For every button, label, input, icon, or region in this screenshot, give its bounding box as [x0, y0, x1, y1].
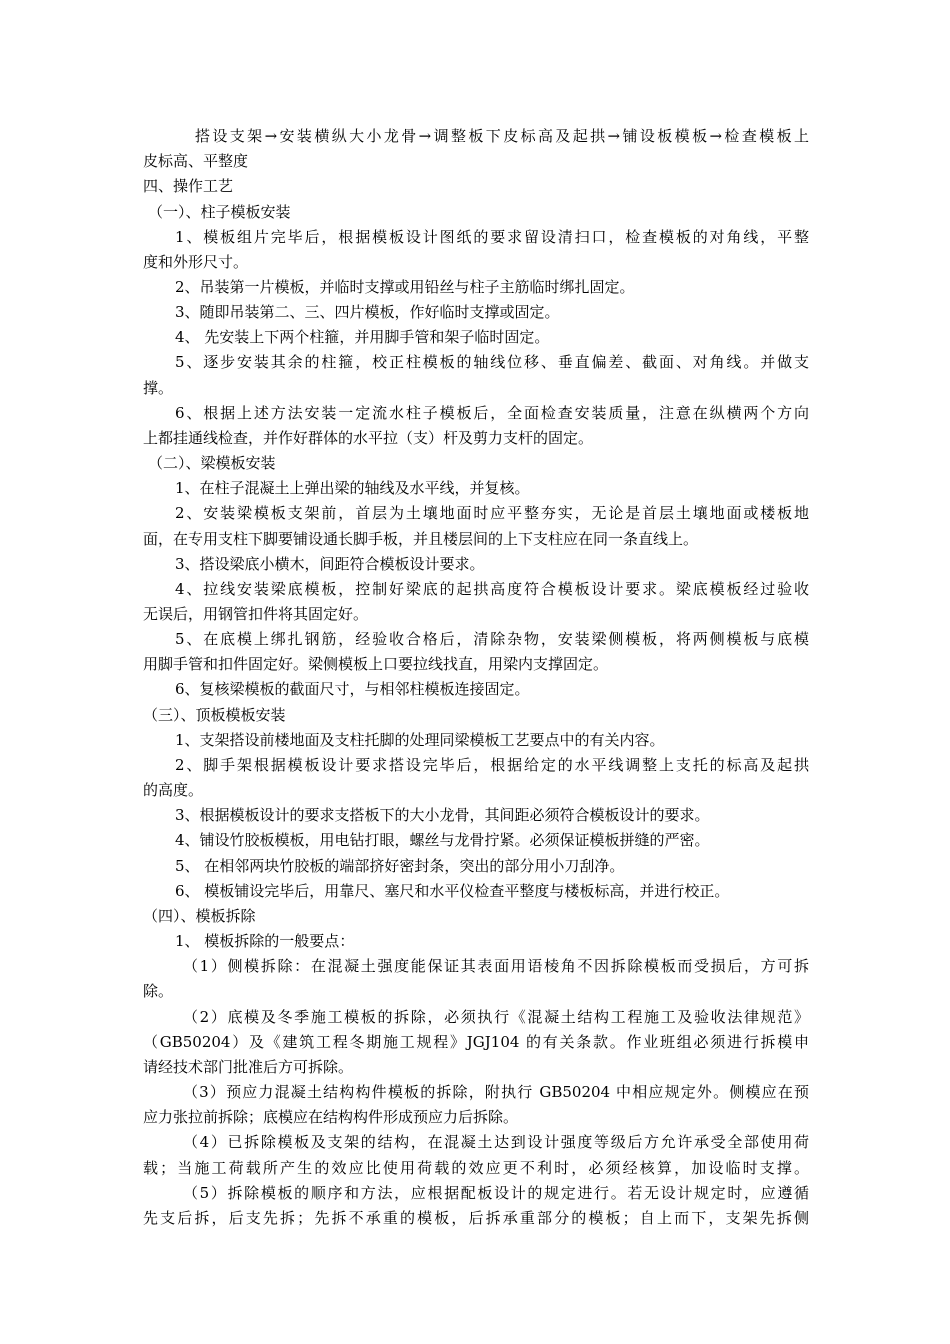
process-flow-line-1: 搭设支架→安装横纵大小龙骨→调整板下皮标高及起拱→铺设板模板→检查模板上 [195, 127, 809, 145]
subsection-heading-slab: （三）、顶板模板安装 [143, 706, 286, 724]
paragraph-line: 6、根据上述方法安装一定流水柱子模板后，全面检查安装质量，注意在纵横两个方向 [175, 404, 809, 422]
paragraph-line: 4、铺设竹胶板模板，用电钻打眼，螺丝与龙骨拧紧。必须保证模板拼缝的严密。 [175, 831, 710, 849]
paragraph-line: 4、 先安装上下两个柱箍，并用脚手管和架子临时固定。 [175, 328, 550, 346]
paragraph-line: （4）已拆除模板及支架的结构，在混凝土达到设计强度等级后方允许承受全部使用荷 [183, 1133, 809, 1151]
paragraph-line: 面，在专用支柱下脚要铺设通长脚手板，并且楼层间的上下支柱应在同一条直线上。 [143, 530, 699, 548]
paragraph-line: （5）拆除模板的顺序和方法，应根据配板设计的规定进行。若无设计规定时，应遵循 [183, 1184, 809, 1202]
paragraph-line: 5、 在相邻两块竹胶板的端部挤好密封条，突出的部分用小刀刮净。 [175, 857, 625, 875]
paragraph-line: 除。 [143, 982, 174, 1000]
paragraph-line: （3）预应力混凝土结构构件模板的拆除，附执行 GB50204 中相应规定外。侧模应在预 [183, 1083, 809, 1101]
section-heading-4: 四、操作工艺 [143, 177, 234, 195]
subsection-heading-column: （一）、柱子模板安装 [148, 203, 291, 221]
paragraph-line: 撑。 [143, 379, 174, 397]
paragraph-line: 载；当施工荷载所产生的效应比使用荷载的效应更不利时，必须经核算，加设临时支撑。 [143, 1159, 809, 1177]
paragraph-line: 2、安装梁模板支架前，首层为土壤地面时应平整夯实，无论是首层土壤地面或楼板地 [175, 504, 809, 522]
paragraph-line: 3、搭设梁底小横木，间距符合模板设计要求。 [175, 555, 485, 573]
subsection-heading-beam: （二）、梁模板安装 [148, 454, 276, 472]
process-flow-line-2: 皮标高、平整度 [143, 152, 249, 170]
paragraph-line: 先支后拆，后支先拆；先拆不承重的模板，后拆承重部分的模板；自上而下，支架先拆侧 [143, 1209, 809, 1227]
paragraph-line: 请经技术部门批准后方可拆除。 [143, 1058, 354, 1076]
paragraph-line: 度和外形尺寸。 [143, 253, 249, 271]
subsection-heading-removal: （四）、模板拆除 [143, 907, 256, 925]
paragraph-line: 用脚手管和扣件固定好。梁侧模板上口要拉线找直，用梁内支撑固定。 [143, 655, 609, 673]
paragraph-line: 2、脚手架根据模板设计要求搭设完毕后，根据给定的水平线调整上支托的标高及起拱 [175, 756, 809, 774]
paragraph-line: （2）底模及冬季施工模板的拆除，必须执行《混凝土结构工程施工及验收法律规范》 [183, 1008, 809, 1026]
paragraph-line: 3、根据模板设计的要求支搭板下的大小龙骨，其间距必须符合模板设计的要求。 [175, 806, 710, 824]
paragraph-line: 1、支架搭设前楼地面及支柱托脚的处理同梁模板工艺要点中的有关内容。 [175, 731, 665, 749]
paragraph-line: 的高度。 [143, 781, 204, 799]
paragraph-line: （1）侧模拆除：在混凝土强度能保证其表面用语棱角不因拆除模板而受损后，方可拆 [183, 957, 809, 975]
paragraph-line: 上都挂通线检查，并作好群体的水平拉（支）杆及剪力支杆的固定。 [143, 429, 594, 447]
paragraph-line: 2、吊装第一片模板，并临时支撑或用铅丝与柱子主筋临时绑扎固定。 [175, 278, 635, 296]
paragraph-line: 5、逐步安装其余的柱箍，校正柱模板的轴线位移、垂直偏差、截面、对角线。并做支 [175, 353, 809, 371]
paragraph-line: 应力张拉前拆除；底模应在结构构件形成预应力后拆除。 [143, 1108, 519, 1126]
paragraph-line: 无误后，用钢管扣件将其固定好。 [143, 605, 369, 623]
paragraph-line: （GB50204）及《建筑工程冬期施工规程》JGJ104 的有关条款。作业班组必须进行拆模申 [143, 1033, 809, 1051]
paragraph-line: 3、随即吊装第二、三、四片模板，作好临时支撑或固定。 [175, 303, 560, 321]
paragraph-line: 4、拉线安装梁底模板，控制好梁底的起拱高度符合模板设计要求。梁底模板经过验收 [175, 580, 809, 598]
paragraph-line: 6、 模板铺设完毕后，用靠尺、塞尺和水平仪检查平整度与楼板标高，并进行校正。 [175, 882, 730, 900]
paragraph-line: 1、 模板拆除的一般要点： [175, 932, 355, 950]
paragraph-line: 1、在柱子混凝土上弹出梁的轴线及水平线，并复核。 [175, 479, 530, 497]
paragraph-line: 5、在底模上绑扎钢筋，经验收合格后，清除杂物，安装梁侧模板，将两侧模板与底模 [175, 630, 809, 648]
paragraph-line: 6、复核梁模板的截面尺寸，与相邻柱模板连接固定。 [175, 680, 530, 698]
paragraph-line: 1、模板组片完毕后，根据模板设计图纸的要求留设清扫口，检查模板的对角线，平整 [175, 228, 809, 246]
